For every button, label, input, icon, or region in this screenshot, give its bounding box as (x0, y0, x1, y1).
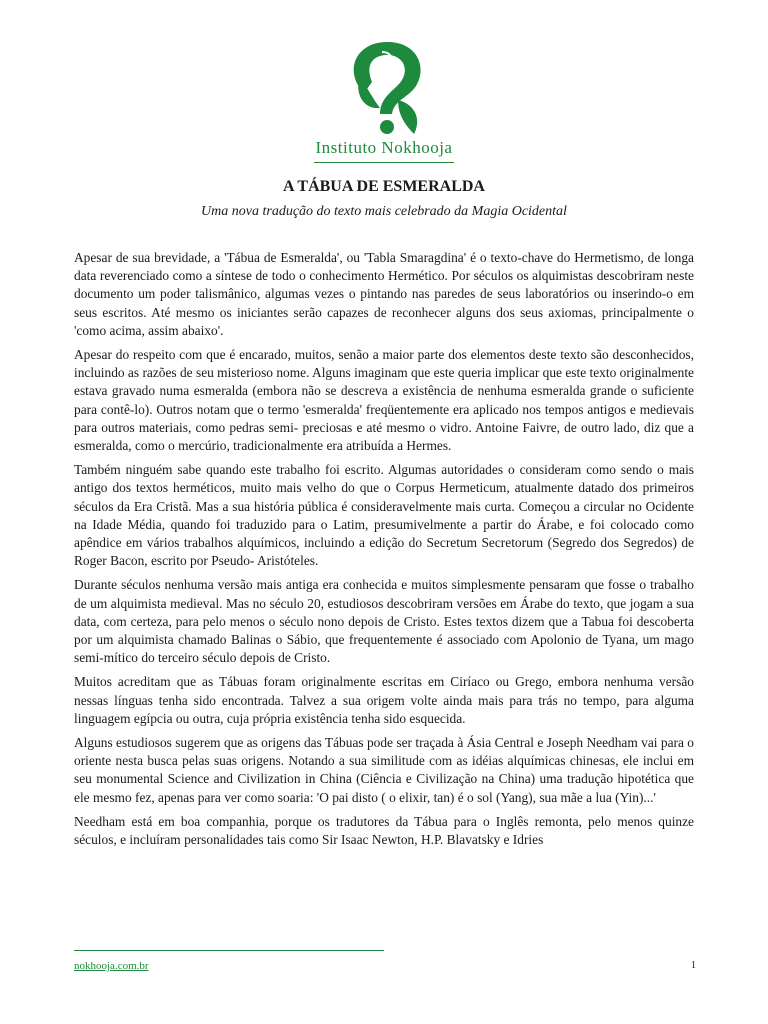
brand-name: Instituto Nokhooja (315, 138, 453, 157)
paragraph: Durante séculos nenhuma versão mais antiga era conhecida e muitos simplesmente pensaram que fosse o trabalho de um alquimista medieval. Mas no século 20, estudiosos descobriram versões em Árabe do texto, que jogam a sua data, com certeza, para pelo menos o século nono depois de Cristo. Estes textos dizem que a Tabua foi descoberta por um alquimista chamado Balinas o Sábio, que frequentemente é associado com Apolonio de Tyana, um mago semi-mítico do terceiro século depois de Cristo. (74, 577, 694, 666)
page-number: 1 (691, 960, 696, 971)
footer-divider (74, 950, 384, 951)
paragraph: Apesar do respeito com que é encarado, muitos, senão a maior parte dos elementos deste texto são desconhecidos, incluindo as razões de seu misterioso nome. Alguns imaginam que este queria implicar que este texto originalmente estava gravado numa esmeralda (embora não se descreva a existência de nenhuma esmeralda grande o suficiente para contê-lo). Outros notam que o termo 'esmeralda' freqüentemente era aplicado nos tempos antigos e medievais para outros materiais, como pedras semi- preciosas e até mesmo o vidro. Antoine Faivre, de outro lado, diz que a esmeralda, como o mercúrio, tradicionalmente era atribuída a Hermes. (74, 347, 694, 454)
document-title: A TÁBUA DE ESMERALDA (283, 178, 485, 195)
document-body (74, 249, 694, 855)
question-mark-leaf-icon (324, 38, 444, 138)
paragraph: Também ninguém sabe quando este trabalho foi escrito. Algumas autoridades o consideram como sendo o mais antigo dos textos herméticos, muito mais velho do que o Corpus Hermeticum, atualmente datado dos primeiros séculos da Era Cristã. Mas a sua história pública é consideravelmente mais curta. Começou a circular no Ocidente na Idade Média, quando foi traduzido para o Latim, presumivelmente a partir do Árabe, e foi colocado como apêndice em vários trabalhos alquímicos, incluindo a edição do Secretum Secretorum (Segredo dos Segredos) de Roger Bacon, escrito por Pseudo- Aristóteles. (74, 462, 694, 569)
paragraph: Apesar de sua brevidade, a 'Tábua de Esmeralda', ou 'Tabla Smaragdina' é o texto-chave do Hermetismo, de longa data reverenciado como a síntese de todo o conhecimento Hermético. Por séculos os alquimistas descobriram neste documento um poder talismânico, algumas vezes o pintando nas paredes de seus laboratórios ou inserindo-o em seus escritos. Até mesmo os iniciantes serão capazes de reconhecer alguns dos seus axiomas, principalmente o 'como acima, assim abaixo'. (74, 250, 694, 338)
paragraph: Alguns estudiosos sugerem que as origens das Tábuas pode ser traçada à Ásia Central e Joseph Needham vai para o oriente nesta busca pelas suas origens. Notando a sua similitude com as idéias alquímicas chinesas, ele inclui em seu monumental Science and Civilization in China (Ciência e Civilização na China) uma tradução hipotética que ele mesmo fez, apenas para ver como soaria: 'O pai disto ( o elixir, tan) é o sol (Yang), sua mãe a lua (Yin)...' (74, 735, 694, 805)
footer-website-link[interactable]: nokhooja.com.br (74, 960, 149, 972)
paragraph: Muitos acreditam que as Tábuas foram originalmente escritas em Ciríaco ou Grego, embora nenhuma versão nessas línguas tenha sido encontrada. Talvez a sua origem volte ainda mais para trás no tempo, para alguma linguagem egípcia ou outra, cuja própria existência tenha sido esquecida. (74, 674, 694, 726)
document-subtitle: Uma nova tradução do texto mais celebrado da Magia Ocidental (201, 204, 567, 219)
brand-underline (314, 162, 454, 163)
paragraph: Needham está em boa companhia, porque os tradutores da Tábua para o Inglês remonta, pelo menos quinze séculos, e incluíram personalidades tais como Sir Isaac Newton, H.P. Blavatsky e Idries (74, 813, 694, 848)
